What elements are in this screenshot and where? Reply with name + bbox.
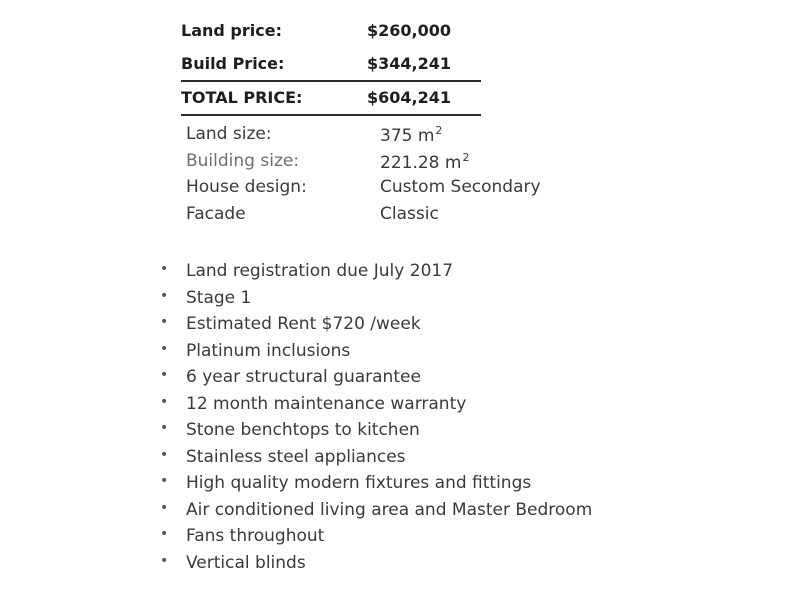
house-design-row	[186, 177, 606, 204]
feature-text: Fans throughout	[186, 526, 325, 546]
feature-text: Stone benchtops to kitchen	[186, 420, 420, 440]
facade-label: Facade	[186, 203, 246, 224]
bullet-icon: •	[160, 526, 169, 542]
bullet-icon: •	[160, 552, 169, 569]
property-specs	[186, 124, 606, 230]
land-price-value: $260,000	[367, 21, 452, 40]
build-price-value: $344,241	[367, 54, 452, 73]
feature-text: High quality modern fixtures and fittings	[186, 473, 532, 493]
total-price-row	[181, 80, 481, 116]
feature-text: Platinum inclusions	[186, 340, 351, 361]
building-size-label: Building size:	[186, 150, 300, 171]
total-price-value: $604,241	[367, 88, 452, 107]
feature-text: 12 month maintenance warranty	[186, 393, 467, 414]
bullet-icon: •	[160, 340, 169, 357]
land-size-unit-exponent: 2	[435, 124, 443, 137]
feature-text: Vertical blinds	[186, 552, 306, 573]
bullet-icon: •	[160, 261, 169, 277]
price-summary	[181, 14, 481, 116]
building-size-number: 221.28 m	[380, 152, 462, 173]
feature-text: Air conditioned living area and Master Bedroom	[186, 499, 593, 520]
facade-row	[186, 204, 606, 231]
land-size-value	[380, 124, 442, 146]
land-size-number: 375 m	[380, 126, 435, 146]
feature-text: Stage 1	[186, 287, 252, 308]
bullet-icon: •	[160, 420, 169, 436]
bullet-icon: •	[160, 446, 169, 463]
building-size-unit-exponent: 2	[462, 150, 470, 164]
bullet-icon: •	[160, 393, 169, 410]
bullet-icon: •	[160, 287, 169, 304]
building-size-row	[186, 151, 606, 178]
feature-text: Land registration due July 2017	[186, 261, 454, 281]
house-design-value: Custom Secondary	[380, 177, 541, 197]
feature-text: Estimated Rent $720 /week	[186, 314, 421, 334]
feature-text: Stainless steel appliances	[186, 446, 406, 467]
land-price-row	[181, 14, 481, 47]
total-price-label: TOTAL PRICE:	[181, 88, 303, 107]
bullet-icon: •	[160, 314, 169, 330]
feature-text: 6 year structural guarantee	[186, 367, 421, 387]
bullet-icon: •	[160, 367, 169, 383]
land-price-label: Land price:	[181, 21, 282, 40]
house-design-label: House design:	[186, 177, 307, 197]
land-size-row	[186, 124, 606, 151]
building-size-value	[380, 151, 469, 173]
land-size-label: Land size:	[186, 124, 272, 144]
build-price-label: Build Price:	[181, 54, 285, 73]
bullet-icon: •	[160, 473, 169, 489]
build-price-row	[181, 47, 481, 80]
bullet-icon: •	[160, 499, 169, 516]
facade-value: Classic	[380, 203, 439, 224]
